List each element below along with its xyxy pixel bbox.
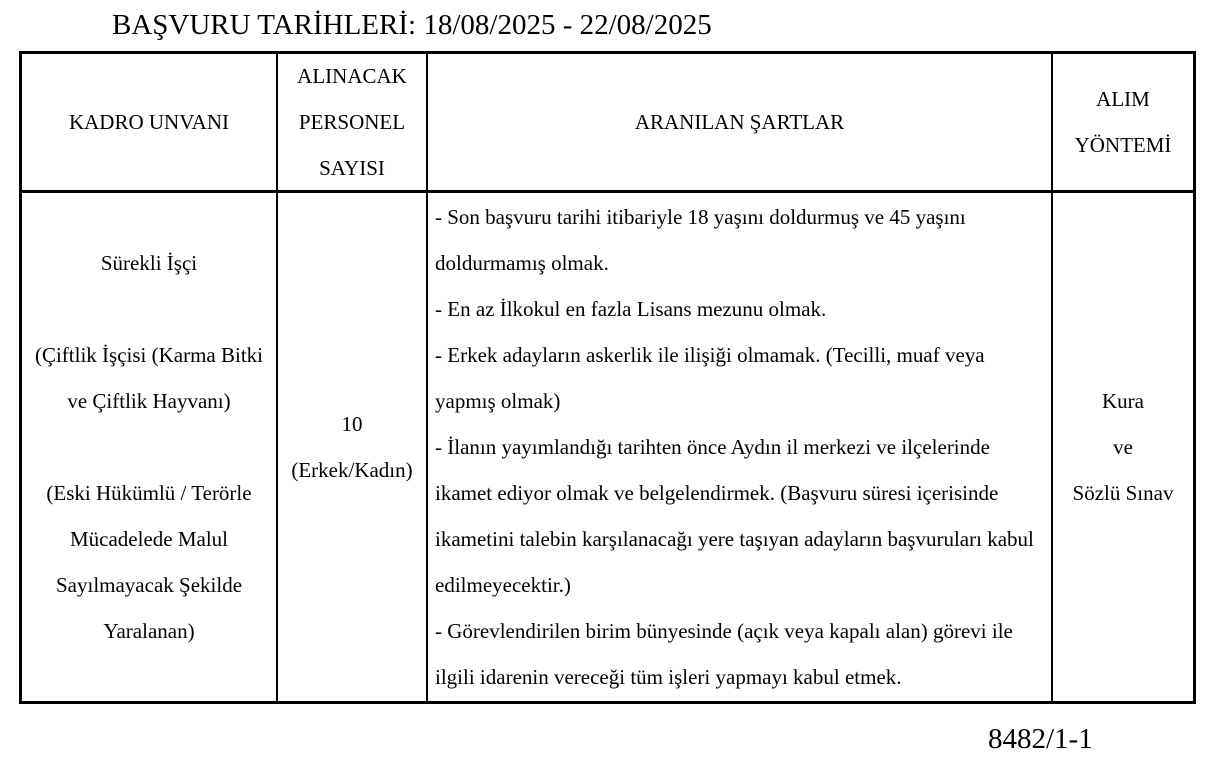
cell-kadro-unvani	[22, 193, 278, 701]
footer-code: 8482/1-1	[988, 723, 1093, 755]
kadro-line: (Çiftlik İşçisi (Karma Bitki ve Çiftlik Hayvanı)	[34, 343, 264, 413]
alim-yontemi-line: ve	[1113, 435, 1133, 459]
sart-item: - Görevlendirilen birim bünyesinde (açık veya kapalı alan) görevi ile ilgili idarenin vereceği tüm işleri yapmayı kabul etmek.	[435, 619, 1013, 689]
sart-item: - En az İlkokul en fazla Lisans mezunu olmak.	[435, 297, 827, 321]
header-alim-yontemi: ALIM YÖNTEMİ	[1053, 54, 1193, 193]
job-posting-table	[19, 51, 1196, 704]
alim-yontemi-line: Sözlü Sınav	[1072, 481, 1174, 505]
sart-item: - Erkek adayların askerlik ile ilişiği olmamak. (Tecilli, muaf veya yapmış olmak)	[435, 343, 985, 413]
header-aranilan-sartlar: ARANILAN ŞARTLAR	[428, 54, 1053, 193]
personel-sayisi-value: 10	[341, 412, 363, 436]
header-alinacak-personel-sayisi: ALINACAK PERSONEL SAYISI	[278, 54, 428, 193]
cell-personel-sayisi	[278, 193, 428, 701]
header-kadro-unvani: KADRO UNVANI	[22, 54, 278, 193]
page-title: BAŞVURU TARİHLERİ: 18/08/2025 - 22/08/2025	[112, 9, 712, 41]
alim-yontemi-line: Kura	[1102, 389, 1144, 413]
kadro-line: (Eski Hükümlü / Terörle Mücadelede Malul Sayılmayacak Şekilde Yaralanan)	[46, 481, 252, 643]
sart-item: - İlanın yayımlandığı tarihten önce Aydın il merkezi ve ilçelerinde ikamet ediyor olmak ve belgelendirmek. (Başvuru süresi içerisinde ikametini talebin karşılanacağı yere taşıyan adayların başvuruları kabul edilmeyecektir.)	[435, 435, 1034, 597]
cell-aranilan-sartlar	[428, 193, 1053, 701]
personel-sayisi-gender: (Erkek/Kadın)	[291, 458, 413, 482]
kadro-line: Sürekli İşçi	[100, 251, 198, 275]
cell-alim-yontemi	[1053, 193, 1193, 701]
sart-item: - Son başvuru tarihi itibariyle 18 yaşını doldurmuş ve 45 yaşını doldurmamış olmak.	[435, 205, 966, 275]
